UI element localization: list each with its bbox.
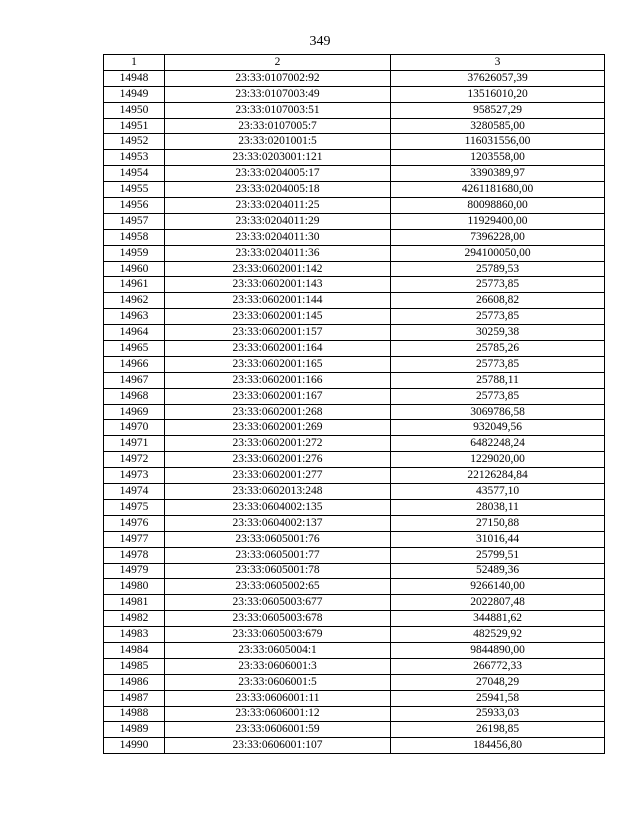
- column-header-3: 3: [391, 55, 605, 71]
- row-number-cell: 14968: [104, 388, 165, 404]
- table-row: [104, 627, 605, 643]
- table-row: [104, 404, 605, 420]
- row-number-cell: 14984: [104, 642, 165, 658]
- cadastral-number-cell: 23:33:0204011:29: [165, 213, 391, 229]
- value-cell: 27150,88: [391, 515, 605, 531]
- column-header-2: 2: [165, 55, 391, 71]
- cadastral-number-cell: 23:33:0602013:248: [165, 484, 391, 500]
- row-number-cell: 14973: [104, 468, 165, 484]
- row-number-cell: 14974: [104, 484, 165, 500]
- cadastral-number-cell: 23:33:0605003:678: [165, 611, 391, 627]
- cadastral-number-cell: 23:33:0606001:5: [165, 674, 391, 690]
- table-row: [104, 706, 605, 722]
- cadastral-number-cell: 23:33:0602001:276: [165, 452, 391, 468]
- row-number-cell: 14954: [104, 166, 165, 182]
- table-row: [104, 277, 605, 293]
- cadastral-number-cell: 23:33:0605001:76: [165, 531, 391, 547]
- table-row: [104, 563, 605, 579]
- value-cell: 9844890,00: [391, 642, 605, 658]
- value-cell: 25941,58: [391, 690, 605, 706]
- value-cell: 37626057,39: [391, 70, 605, 86]
- value-cell: 13516010,20: [391, 86, 605, 102]
- value-cell: 22126284,84: [391, 468, 605, 484]
- table-row: [104, 738, 605, 754]
- table-row: [104, 213, 605, 229]
- value-cell: 25933,03: [391, 706, 605, 722]
- table-row: [104, 102, 605, 118]
- value-cell: 7396228,00: [391, 229, 605, 245]
- cadastral-number-cell: 23:33:0602001:145: [165, 309, 391, 325]
- table-row: [104, 293, 605, 309]
- row-number-cell: 14977: [104, 531, 165, 547]
- value-cell: 30259,38: [391, 325, 605, 341]
- table-row: [104, 325, 605, 341]
- row-number-cell: 14955: [104, 182, 165, 198]
- cadastral-number-cell: 23:33:0602001:142: [165, 261, 391, 277]
- cadastral-number-cell: 23:33:0604002:137: [165, 515, 391, 531]
- row-number-cell: 14957: [104, 213, 165, 229]
- table-row: [104, 579, 605, 595]
- cadastral-number-cell: 23:33:0606001:11: [165, 690, 391, 706]
- value-cell: 184456,80: [391, 738, 605, 754]
- row-number-cell: 14990: [104, 738, 165, 754]
- table-header-row: [104, 55, 605, 71]
- table-row: [104, 515, 605, 531]
- data-table: [103, 54, 605, 754]
- row-number-cell: 14972: [104, 452, 165, 468]
- row-number-cell: 14979: [104, 563, 165, 579]
- value-cell: 25788,11: [391, 372, 605, 388]
- cadastral-number-cell: 23:33:0605003:679: [165, 627, 391, 643]
- value-cell: 25773,85: [391, 277, 605, 293]
- row-number-cell: 14963: [104, 309, 165, 325]
- table-row: [104, 468, 605, 484]
- table-row: [104, 182, 605, 198]
- row-number-cell: 14964: [104, 325, 165, 341]
- table-row: [104, 70, 605, 86]
- row-number-cell: 14981: [104, 595, 165, 611]
- table-row: [104, 611, 605, 627]
- cadastral-number-cell: 23:33:0602001:166: [165, 372, 391, 388]
- table-row: [104, 372, 605, 388]
- cadastral-number-cell: 23:33:0606001:3: [165, 658, 391, 674]
- cadastral-number-cell: 23:33:0602001:277: [165, 468, 391, 484]
- value-cell: 27048,29: [391, 674, 605, 690]
- cadastral-number-cell: 23:33:0204011:25: [165, 198, 391, 214]
- column-header-1: 1: [104, 55, 165, 71]
- cadastral-number-cell: 23:33:0605001:77: [165, 547, 391, 563]
- cadastral-number-cell: 23:33:0602001:268: [165, 404, 391, 420]
- value-cell: 294100050,00: [391, 245, 605, 261]
- row-number-cell: 14958: [104, 229, 165, 245]
- value-cell: 25785,26: [391, 341, 605, 357]
- value-cell: 2022807,48: [391, 595, 605, 611]
- row-number-cell: 14962: [104, 293, 165, 309]
- table-row: [104, 658, 605, 674]
- row-number-cell: 14970: [104, 420, 165, 436]
- value-cell: 9266140,00: [391, 579, 605, 595]
- cadastral-number-cell: 23:33:0605002:65: [165, 579, 391, 595]
- table-row: [104, 229, 605, 245]
- value-cell: 932049,56: [391, 420, 605, 436]
- value-cell: 482529,92: [391, 627, 605, 643]
- cadastral-number-cell: 23:33:0606001:107: [165, 738, 391, 754]
- table-row: [104, 690, 605, 706]
- cadastral-number-cell: 23:33:0602001:144: [165, 293, 391, 309]
- table-row: [104, 150, 605, 166]
- cadastral-number-cell: 23:33:0204011:36: [165, 245, 391, 261]
- table-row: [104, 484, 605, 500]
- row-number-cell: 14953: [104, 150, 165, 166]
- value-cell: 25799,51: [391, 547, 605, 563]
- table-row: [104, 436, 605, 452]
- row-number-cell: 14976: [104, 515, 165, 531]
- cadastral-number-cell: 23:33:0204005:17: [165, 166, 391, 182]
- row-number-cell: 14989: [104, 722, 165, 738]
- table-row: [104, 642, 605, 658]
- table-row: [104, 118, 605, 134]
- row-number-cell: 14959: [104, 245, 165, 261]
- value-cell: 4261181680,00: [391, 182, 605, 198]
- row-number-cell: 14948: [104, 70, 165, 86]
- value-cell: 958527,29: [391, 102, 605, 118]
- row-number-cell: 14960: [104, 261, 165, 277]
- cadastral-number-cell: 23:33:0203001:121: [165, 150, 391, 166]
- value-cell: 3280585,00: [391, 118, 605, 134]
- row-number-cell: 14975: [104, 499, 165, 515]
- cadastral-number-cell: 23:33:0107005:7: [165, 118, 391, 134]
- row-number-cell: 14985: [104, 658, 165, 674]
- row-number-cell: 14965: [104, 341, 165, 357]
- value-cell: 52489,36: [391, 563, 605, 579]
- value-cell: 266772,33: [391, 658, 605, 674]
- cadastral-number-cell: 23:33:0107003:51: [165, 102, 391, 118]
- cadastral-number-cell: 23:33:0606001:12: [165, 706, 391, 722]
- value-cell: 25773,85: [391, 309, 605, 325]
- table-row: [104, 134, 605, 150]
- table-row: [104, 245, 605, 261]
- table-row: [104, 674, 605, 690]
- table-row: [104, 261, 605, 277]
- value-cell: 1229020,00: [391, 452, 605, 468]
- cadastral-number-cell: 23:33:0602001:143: [165, 277, 391, 293]
- table-row: [104, 388, 605, 404]
- value-cell: 344881,62: [391, 611, 605, 627]
- page-number: 349: [309, 34, 331, 49]
- table-row: [104, 452, 605, 468]
- cadastral-number-cell: 23:33:0604002:135: [165, 499, 391, 515]
- row-number-cell: 14986: [104, 674, 165, 690]
- table-body: [104, 70, 605, 753]
- row-number-cell: 14961: [104, 277, 165, 293]
- value-cell: 43577,10: [391, 484, 605, 500]
- cadastral-number-cell: 23:33:0204011:30: [165, 229, 391, 245]
- cadastral-number-cell: 23:33:0602001:157: [165, 325, 391, 341]
- row-number-cell: 14982: [104, 611, 165, 627]
- row-number-cell: 14952: [104, 134, 165, 150]
- row-number-cell: 14983: [104, 627, 165, 643]
- row-number-cell: 14967: [104, 372, 165, 388]
- value-cell: 31016,44: [391, 531, 605, 547]
- value-cell: 26198,85: [391, 722, 605, 738]
- value-cell: 25773,85: [391, 388, 605, 404]
- cadastral-number-cell: 23:33:0107003:49: [165, 86, 391, 102]
- table-row: [104, 531, 605, 547]
- value-cell: 80098860,00: [391, 198, 605, 214]
- table-row: [104, 356, 605, 372]
- row-number-cell: 14969: [104, 404, 165, 420]
- table-row: [104, 420, 605, 436]
- row-number-cell: 14971: [104, 436, 165, 452]
- table-row: [104, 722, 605, 738]
- cadastral-number-cell: 23:33:0606001:59: [165, 722, 391, 738]
- row-number-cell: 14949: [104, 86, 165, 102]
- value-cell: 116031556,00: [391, 134, 605, 150]
- value-cell: 1203558,00: [391, 150, 605, 166]
- value-cell: 25789,53: [391, 261, 605, 277]
- value-cell: 3069786,58: [391, 404, 605, 420]
- cadastral-number-cell: 23:33:0605004:1: [165, 642, 391, 658]
- value-cell: 26608,82: [391, 293, 605, 309]
- row-number-cell: 14978: [104, 547, 165, 563]
- cadastral-number-cell: 23:33:0602001:167: [165, 388, 391, 404]
- table-row: [104, 341, 605, 357]
- row-number-cell: 14987: [104, 690, 165, 706]
- row-number-cell: 14956: [104, 198, 165, 214]
- cadastral-number-cell: 23:33:0602001:164: [165, 341, 391, 357]
- value-cell: 3390389,97: [391, 166, 605, 182]
- table-row: [104, 595, 605, 611]
- value-cell: 11929400,00: [391, 213, 605, 229]
- table-row: [104, 86, 605, 102]
- cadastral-number-cell: 23:33:0201001:5: [165, 134, 391, 150]
- value-cell: 28038,11: [391, 499, 605, 515]
- cadastral-number-cell: 23:33:0107002:92: [165, 70, 391, 86]
- row-number-cell: 14966: [104, 356, 165, 372]
- cadastral-number-cell: 23:33:0602001:269: [165, 420, 391, 436]
- cadastral-number-cell: 23:33:0204005:18: [165, 182, 391, 198]
- cadastral-number-cell: 23:33:0605001:78: [165, 563, 391, 579]
- table-row: [104, 547, 605, 563]
- cadastral-number-cell: 23:33:0602001:272: [165, 436, 391, 452]
- cadastral-number-cell: 23:33:0602001:165: [165, 356, 391, 372]
- table-row: [104, 198, 605, 214]
- row-number-cell: 14951: [104, 118, 165, 134]
- table-row: [104, 499, 605, 515]
- row-number-cell: 14988: [104, 706, 165, 722]
- table-row: [104, 309, 605, 325]
- cadastral-number-cell: 23:33:0605003:677: [165, 595, 391, 611]
- table-row: [104, 166, 605, 182]
- value-cell: 25773,85: [391, 356, 605, 372]
- row-number-cell: 14950: [104, 102, 165, 118]
- row-number-cell: 14980: [104, 579, 165, 595]
- value-cell: 6482248,24: [391, 436, 605, 452]
